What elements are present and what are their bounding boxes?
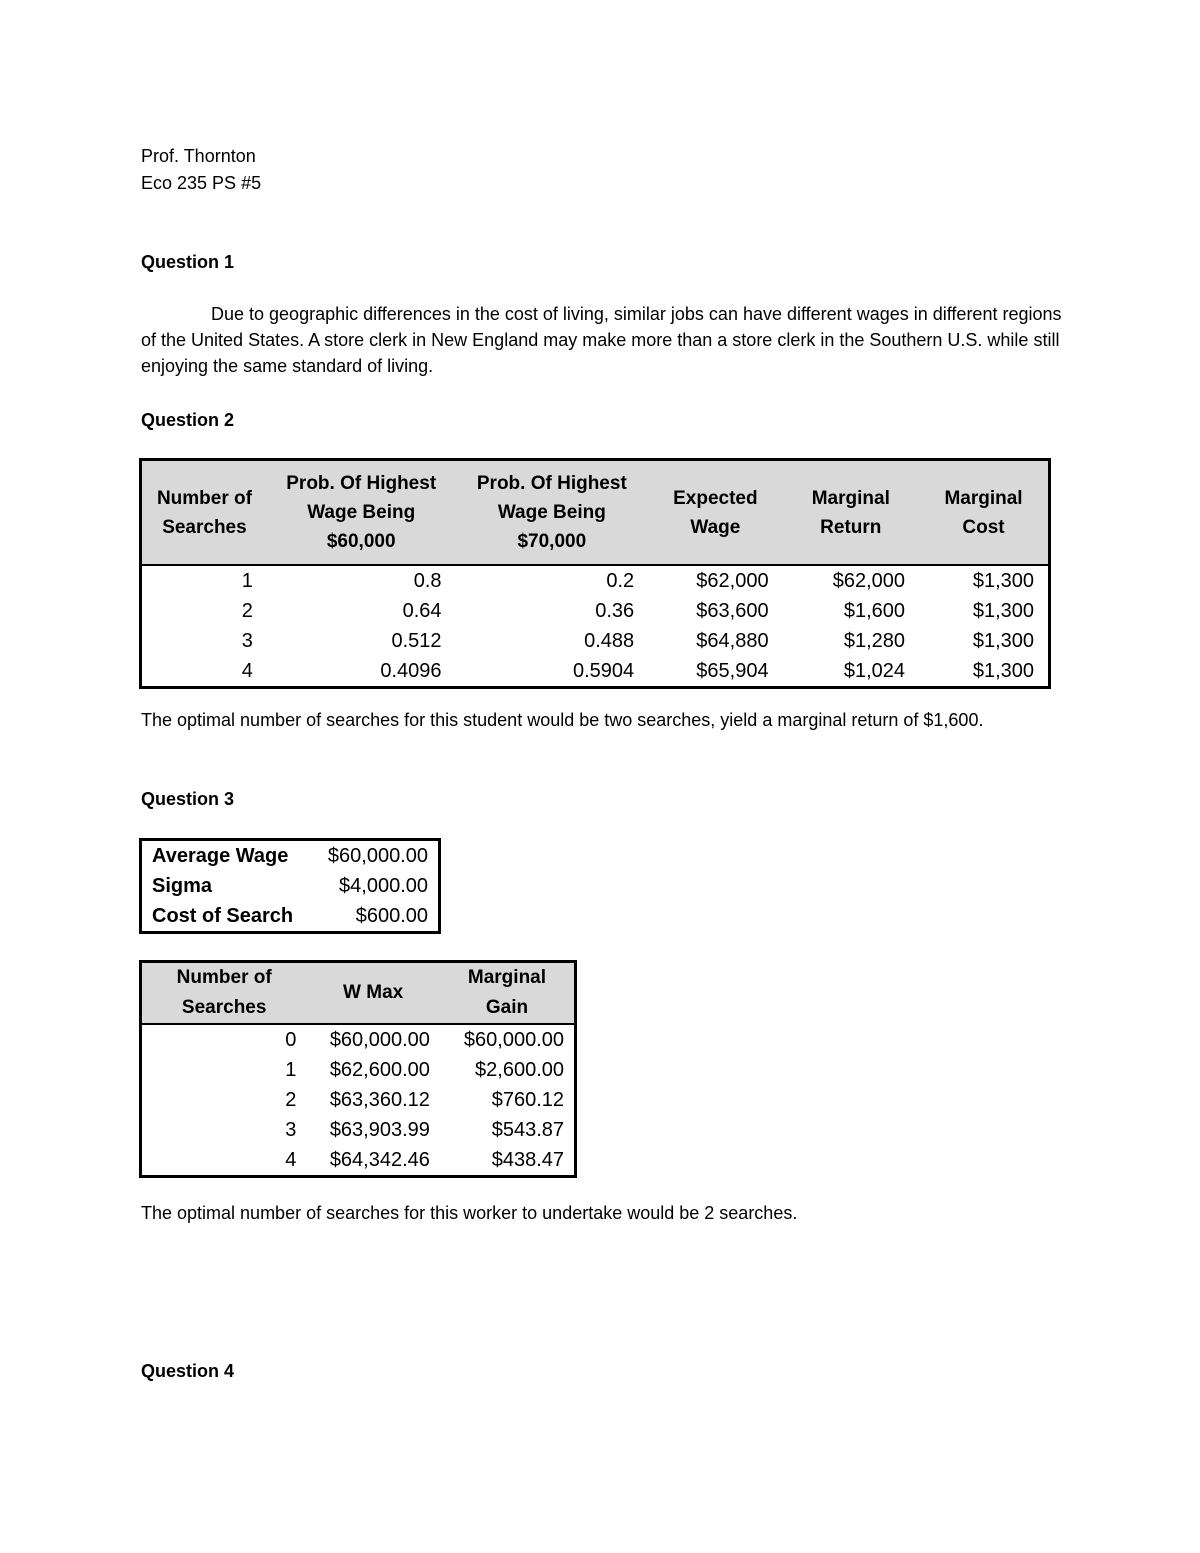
- table-row: Sigma $4,000.00: [152, 875, 428, 897]
- table-row: 1 $62,600.00 $2,600.00: [285, 1059, 564, 1081]
- col-header-number-of-searches: Number of Searches: [141, 460, 267, 566]
- col-header-prob-60000: Prob. Of Highest Wage Being $60,000: [267, 460, 456, 566]
- col-header-marginal-return: Marginal Return: [783, 460, 919, 566]
- table-row: 0 $60,000.00 $60,000.00: [285, 1029, 564, 1051]
- table-row: 2 0.64 0.36 $63,600 $1,600 $1,300: [241, 600, 1034, 622]
- question-3-conclusion: The optimal number of searches for this worker to undertake would be 2 searches.: [141, 1203, 798, 1223]
- question-3-heading: Question 3: [141, 789, 235, 809]
- question-4-heading: Question 4: [141, 1361, 235, 1381]
- question-1-heading: Question 1: [141, 252, 235, 272]
- table-row: 4 0.4096 0.5904 $65,904 $1,024 $1,300: [241, 660, 1034, 682]
- table-row: Cost of Search $600.00: [152, 905, 428, 927]
- col-header-marginal-gain: Marginal Gain: [440, 962, 576, 1025]
- table-row: 1 0.8 0.2 $62,000 $62,000 $1,300: [241, 570, 1034, 592]
- table-row: Average Wage $60,000.00: [152, 845, 428, 867]
- col-header-marginal-cost: Marginal Cost: [919, 460, 1049, 566]
- question-2-heading: Question 2: [141, 410, 235, 430]
- table-row: 2 $63,360.12 $760.12: [285, 1089, 564, 1111]
- table-row: 3 $63,903.99 $543.87: [285, 1119, 564, 1141]
- col-header-number-of-searches: Number of Searches: [141, 962, 307, 1025]
- col-header-w-max: W Max: [306, 962, 440, 1025]
- col-header-expected-wage: Expected Wage: [648, 460, 782, 566]
- table-row: 4 $64,342.46 $438.47: [285, 1149, 564, 1171]
- job-search-probability-table: [139, 458, 1051, 689]
- col-header-prob-70000: Prob. Of Highest Wage Being $70,000: [456, 460, 649, 566]
- author-line: Prof. Thornton: [141, 146, 256, 166]
- wmax-marginal-gain-table: [139, 960, 577, 1178]
- search-parameters-table: [139, 838, 441, 934]
- course-line: Eco 235 PS #5: [141, 173, 262, 193]
- question-1-answer: Due to geographic differences in the cost of living, similar jobs can have different wages in different regions of the United States. A store clerk in New England may make more than a store clerk in the Southern U.S. while still enjoying the same standard of living.: [141, 304, 1062, 376]
- table-row: 3 0.512 0.488 $64,880 $1,280 $1,300: [241, 630, 1034, 652]
- question-2-conclusion: The optimal number of searches for this student would be two searches, yield a marginal return of $1,600.: [141, 710, 984, 730]
